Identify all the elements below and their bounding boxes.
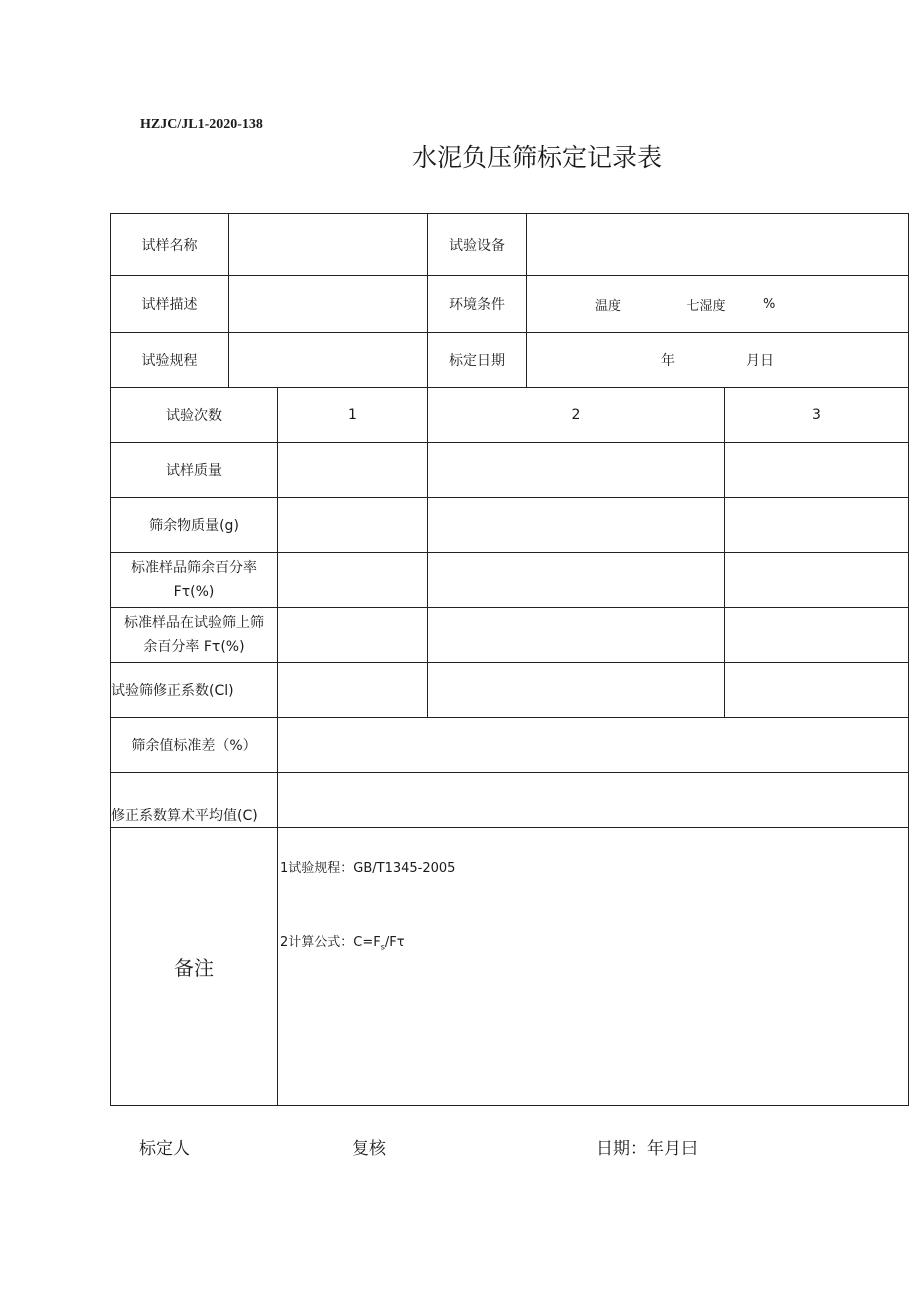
table-row [111,276,909,333]
test-number-3: 3 [725,388,909,443]
residue-mass-label: 筛余物质量(g) [111,498,278,553]
percent-unit: % [763,296,776,312]
sample-desc-field[interactable] [229,276,428,333]
test-equipment-label: 试验设备 [428,214,527,276]
table-row [111,388,909,443]
std-on-sieve-cell-3[interactable] [725,608,909,663]
sample-mass-label: 试样质量 [111,443,278,498]
std-residue-cell-2[interactable] [428,553,725,608]
residue-mass-cell-2[interactable] [428,498,725,553]
table-row [111,333,909,388]
sample-name-field[interactable] [229,214,428,276]
std-on-sieve-cell-1[interactable] [278,608,428,663]
remark-formula [280,931,908,952]
table-row [111,498,909,553]
table-row [111,773,909,828]
table-row [111,828,909,1106]
std-on-sieve-cell-2[interactable] [428,608,725,663]
table-row [111,214,909,276]
remark-procedure: 1试验规程：GB/T1345-2005 [280,861,456,876]
test-number-1: 1 [278,388,428,443]
test-count-label: 试验次数 [111,388,278,443]
date-year: 年 [661,353,676,369]
page-title: 水泥负压筛标定记录表 [412,143,663,172]
sample-desc-label: 试样描述 [111,276,229,333]
footer-date-label: 日期：年月曰 [596,1139,698,1159]
remark-formula-text: 2计算公式：C=F [280,935,381,950]
env-conditions-field[interactable] [527,276,909,333]
date-month-day: 月日 [745,353,774,369]
remarks-field[interactable] [278,828,909,1106]
correction-avg-field[interactable] [278,773,909,828]
table-row [111,443,909,498]
test-equipment-field[interactable] [527,214,909,276]
sample-name-label: 试样名称 [111,214,229,276]
sieve-correction-cell-1[interactable] [278,663,428,718]
sample-mass-cell-1[interactable] [278,443,428,498]
humidity-label: 七湿度 [686,298,726,314]
temperature-label: 温度 [594,298,621,314]
residue-std-dev-label: 筛余值标准差（%） [111,718,278,773]
document-code: HZJC/JL1-2020-138 [140,117,263,132]
std-residue-label-line2: Fτ(%) [173,584,215,600]
table-row [111,663,909,718]
std-on-sieve-label-line2: 余百分率 Fτ(%) [143,639,245,655]
sample-mass-cell-2[interactable] [428,443,725,498]
residue-mass-cell-3[interactable] [725,498,909,553]
test-number-2: 2 [428,388,725,443]
correction-avg-label: 修正系数算术平均值(C) [111,773,278,828]
sieve-correction-cell-3[interactable] [725,663,909,718]
sample-mass-cell-3[interactable] [725,443,909,498]
std-residue-cell-1[interactable] [278,553,428,608]
reviewer-label: 复核 [352,1139,386,1159]
residue-mass-cell-1[interactable] [278,498,428,553]
std-on-sieve-label-line1: 标准样品在试验筛上筛 [124,615,264,631]
std-residue-label-line1: 标准样品筛余百分率 [131,560,257,576]
residue-std-dev-field[interactable] [278,718,909,773]
calibration-form-table [110,213,909,1106]
remark-formula-sub: s [380,942,385,952]
std-residue-cell-3[interactable] [725,553,909,608]
sieve-correction-label: 试验筛修正系数(Cl) [111,663,278,718]
remark-formula-tail: /Fτ [384,935,405,950]
std-on-sieve-label [111,608,278,663]
table-row [111,553,909,608]
remarks-label: 备注 [111,828,278,1106]
table-row [111,718,909,773]
sieve-correction-cell-2[interactable] [428,663,725,718]
calib-date-label: 标定日期 [428,333,527,388]
std-residue-label [111,553,278,608]
table-row [111,608,909,663]
env-conditions-label: 环境条件 [428,276,527,333]
procedure-label: 试验规程 [111,333,229,388]
calibrator-label: 标定人 [139,1139,190,1159]
calib-date-field[interactable] [527,333,909,388]
procedure-field[interactable] [229,333,428,388]
